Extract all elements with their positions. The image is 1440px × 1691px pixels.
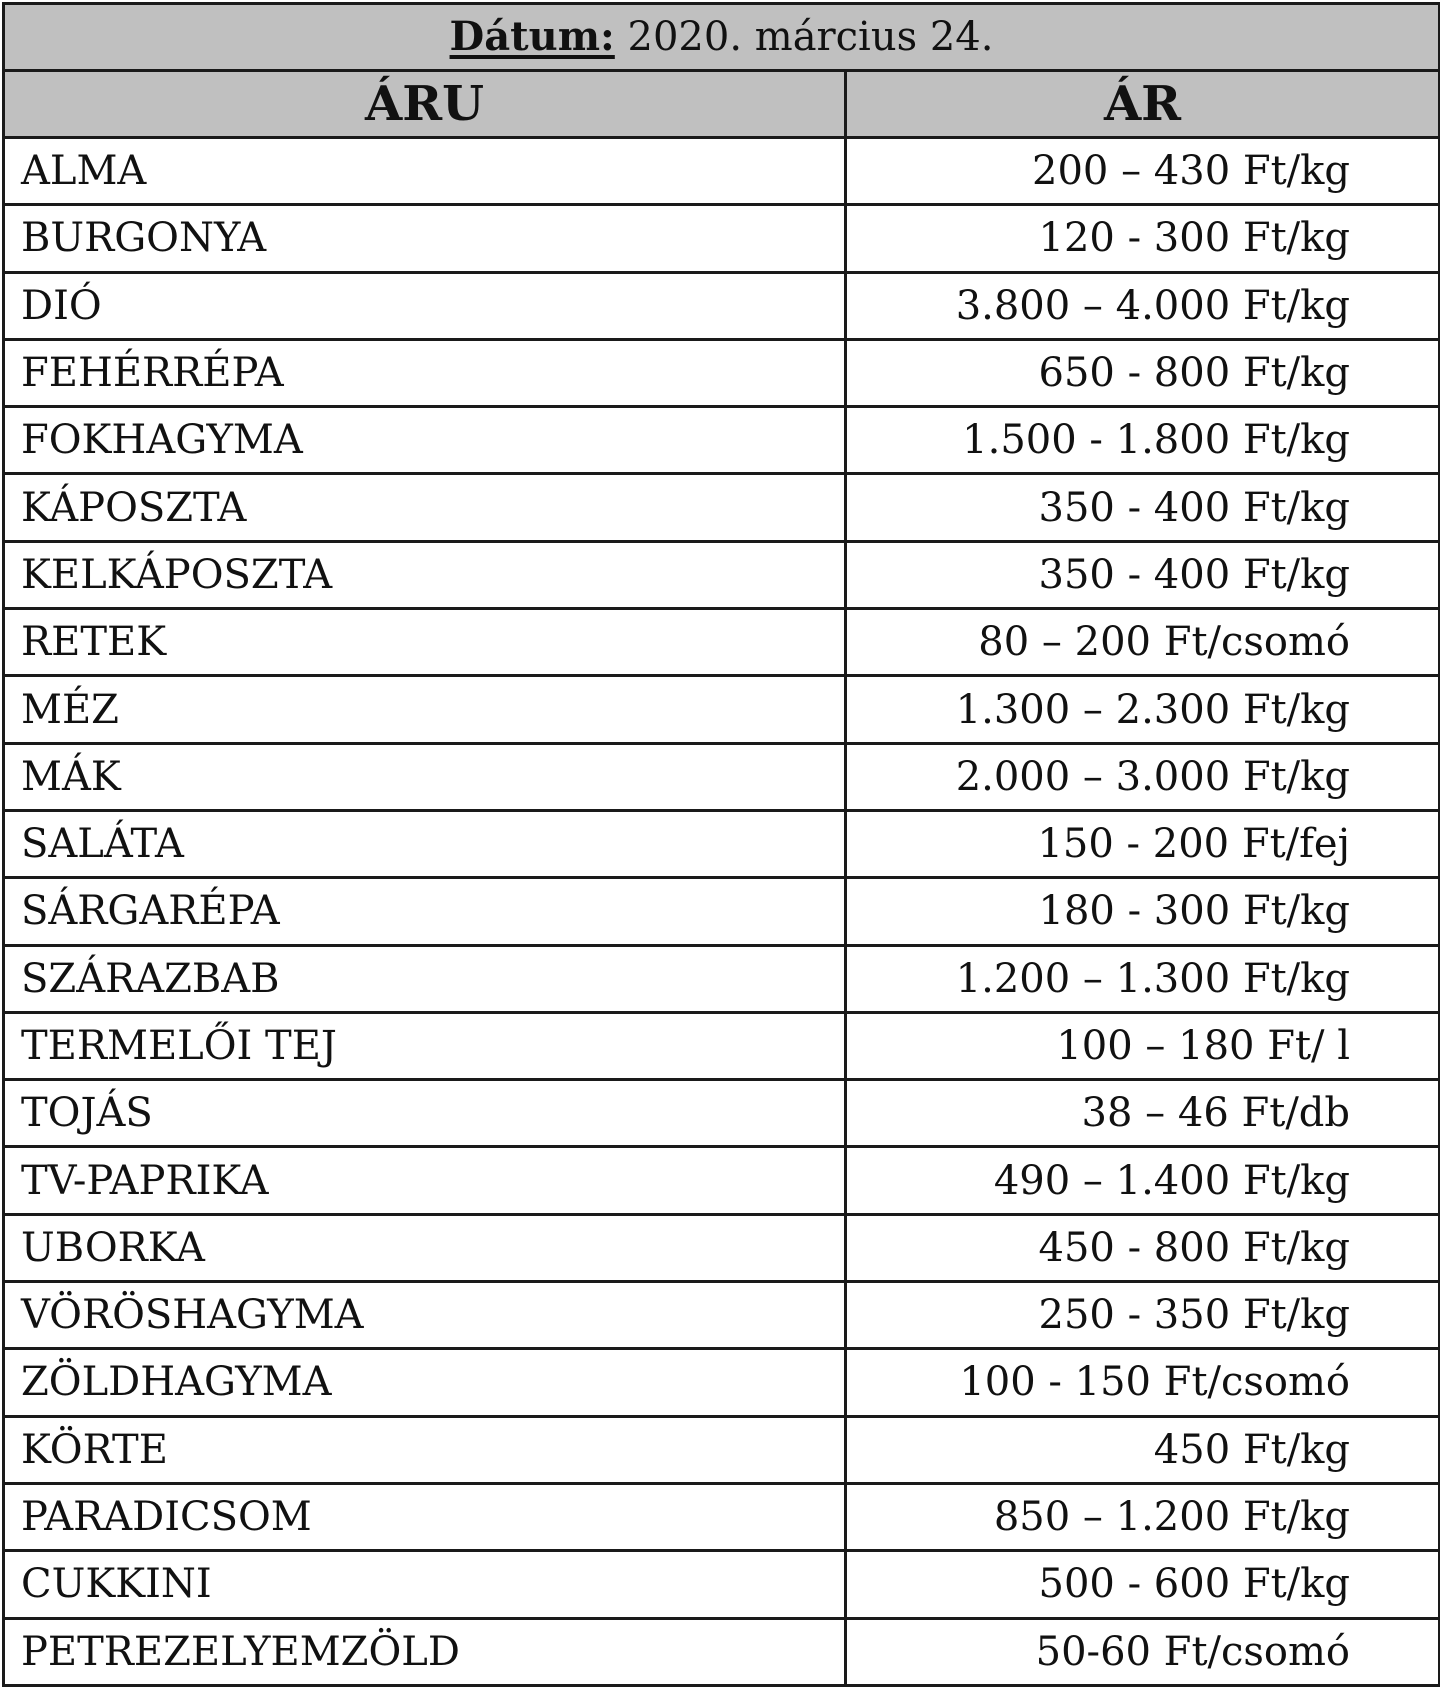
table-row [4,272,1440,339]
date-cell [4,4,1440,71]
item-name-cell: SZÁRAZBAB [4,945,846,1012]
date-value: 2020. március 24. [627,14,994,60]
item-price-cell: 450 Ft/kg [846,1416,1440,1483]
item-name-cell: FEHÉRRÉPA [4,339,846,406]
item-price-cell: 490 – 1.400 Ft/kg [846,1147,1440,1214]
item-name-cell: UBORKA [4,1214,846,1281]
item-name-cell: SALÁTA [4,810,846,877]
item-name-cell: MÁK [4,743,846,810]
item-price-cell: 150 - 200 Ft/fej [846,810,1440,877]
item-price-cell: 650 - 800 Ft/kg [846,339,1440,406]
item-price-cell: 180 - 300 Ft/kg [846,878,1440,945]
table-row [4,1618,1440,1685]
item-price-cell: 250 - 350 Ft/kg [846,1282,1440,1349]
table-row [4,339,1440,406]
item-price-cell: 350 - 400 Ft/kg [846,541,1440,608]
item-price-cell: 2.000 – 3.000 Ft/kg [846,743,1440,810]
item-price-cell: 350 - 400 Ft/kg [846,474,1440,541]
table-row [4,474,1440,541]
date-label: Dátum: [449,13,615,60]
table-row [4,1282,1440,1349]
table-row [4,541,1440,608]
column-header-item: ÁRU [4,71,846,138]
item-price-cell: 80 – 200 Ft/csomó [846,609,1440,676]
table-row [4,205,1440,272]
item-name-cell: BURGONYA [4,205,846,272]
table-row [4,1416,1440,1483]
table-row [4,1349,1440,1416]
item-name-cell: KELKÁPOSZTA [4,541,846,608]
table-row [4,138,1440,205]
item-name-cell: FOKHAGYMA [4,407,846,474]
item-price-cell: 850 – 1.200 Ft/kg [846,1483,1440,1550]
item-name-cell: KÁPOSZTA [4,474,846,541]
item-price-cell: 500 - 600 Ft/kg [846,1551,1440,1618]
table-row [4,810,1440,877]
price-table [2,2,1440,1687]
column-header-price: ÁR [846,71,1440,138]
item-name-cell: TOJÁS [4,1080,846,1147]
item-price-cell: 1.300 – 2.300 Ft/kg [846,676,1440,743]
item-name-cell: VÖRÖSHAGYMA [4,1282,846,1349]
item-price-cell: 200 – 430 Ft/kg [846,138,1440,205]
table-row [4,743,1440,810]
table-row [4,676,1440,743]
item-price-cell: 50-60 Ft/csomó [846,1618,1440,1685]
item-price-cell: 1.500 - 1.800 Ft/kg [846,407,1440,474]
item-price-cell: 3.800 – 4.000 Ft/kg [846,272,1440,339]
item-name-cell: RETEK [4,609,846,676]
date-row [4,4,1440,71]
item-name-cell: TV-PAPRIKA [4,1147,846,1214]
item-name-cell: KÖRTE [4,1416,846,1483]
item-price-cell: 450 - 800 Ft/kg [846,1214,1440,1281]
item-name-cell: ZÖLDHAGYMA [4,1349,846,1416]
item-name-cell: CUKKINI [4,1551,846,1618]
item-price-cell: 120 - 300 Ft/kg [846,205,1440,272]
item-name-cell: ALMA [4,138,846,205]
table-row [4,609,1440,676]
item-name-cell: TERMELŐI TEJ [4,1012,846,1079]
item-name-cell: PETREZELYEMZÖLD [4,1618,846,1685]
table-row [4,1483,1440,1550]
table-row [4,1551,1440,1618]
item-price-cell: 38 – 46 Ft/db [846,1080,1440,1147]
table-row [4,407,1440,474]
table-row [4,878,1440,945]
item-price-cell: 100 – 180 Ft/ l [846,1012,1440,1079]
table-row [4,1214,1440,1281]
item-name-cell: PARADICSOM [4,1483,846,1550]
item-price-cell: 1.200 – 1.300 Ft/kg [846,945,1440,1012]
column-header-row [4,71,1440,138]
table-row [4,945,1440,1012]
table-row [4,1012,1440,1079]
table-row [4,1080,1440,1147]
item-name-cell: MÉZ [4,676,846,743]
item-name-cell: SÁRGARÉPA [4,878,846,945]
item-name-cell: DIÓ [4,272,846,339]
item-price-cell: 100 - 150 Ft/csomó [846,1349,1440,1416]
table-row [4,1147,1440,1214]
